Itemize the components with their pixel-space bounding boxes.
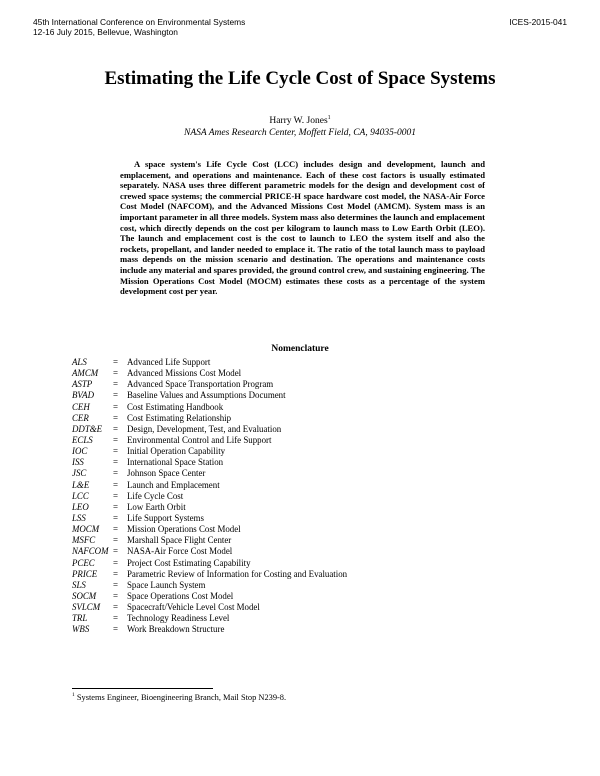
conference-dates-location: 12-16 July 2015, Bellevue, Washington [33,27,178,37]
nomenclature-abbreviation: CEH [72,401,90,412]
nomenclature-abbreviation: IOC [72,446,88,457]
nomenclature-separator: = [113,357,119,367]
nomenclature-abbreviation: SOCM [72,590,97,601]
nomenclature-definition: Parametric Review of Information for Costing and Evaluation [127,568,348,579]
paper-id: ICES-2015-041 [509,17,567,27]
nomenclature-abbreviation: BVAD [72,390,95,401]
nomenclature-abbreviation: L&E [72,479,90,490]
nomenclature-definition: Baseline Values and Assumptions Document [127,390,286,401]
author-name: Harry W. Jones [269,116,328,127]
nomenclature-separator: = [113,446,119,457]
nomenclature-separator: = [113,579,119,590]
nomenclature-separator: = [113,557,119,568]
nomenclature-abbreviation: ALS [72,357,87,367]
nomenclature-separator: = [113,535,119,546]
nomenclature-definition: International Space Station [127,457,224,468]
nomenclature-definition: Work Breakdown Structure [127,624,225,635]
nomenclature-definition: Cost Estimating Relationship [127,412,232,423]
nomenclature-definition: Launch and Emplacement [127,479,220,490]
nomenclature-definition: Space Launch System [127,579,206,590]
nomenclature-definition: Life Cycle Cost [127,490,184,501]
nomenclature-abbreviation: MSFC [72,535,96,546]
footnote-mark: 1 [72,692,75,698]
nomenclature-separator: = [113,479,119,490]
nomenclature-separator: = [113,434,119,445]
nomenclature-abbreviation: WBS [72,624,90,635]
nomenclature-separator: = [113,368,119,379]
nomenclature-abbreviation: LEO [72,501,89,512]
nomenclature-abbreviation: PRICE [72,568,98,579]
footnote-text: Systems Engineer, Bioengineering Branch, Mail Stop N239-8. [76,692,287,702]
nomenclature-definition: Space Operations Cost Model [127,590,234,601]
nomenclature-definition: Johnson Space Center [127,468,206,479]
nomenclature-definition: Advanced Space Transportation Program [127,379,274,390]
nomenclature-separator: = [113,524,119,535]
abstract: A space system's Life Cycle Cost (LCC) includes design and development, launch and emplacement, and operations and maintenance. Each of these cost factors is usually estimated separately. NASA uses three different parametric models for the design and development cost of crewed space systems; the commercial PRICE-H space hardware cost model, the NASA-Air Force Cost Model (NAFCOM), and the Advanced Missions Cost Model (AMCM). System mass is an important parameter in all three models. System mass also determines the launch and emplacement cost, which directly depends on the cost per kilogram to launch mass to Low Earth Orbit (LEO). The launch and emplacement cost is the cost to launch to LEO the system itself and also the rockets, propellant, and lander needed to emplace it. The ratio of the total launch mass to payload mass depends on the mission scenario and destination. The operations and maintenance costs include any material and spares provided, the ground control crew, and sustaining engineering. The Mission Operations Cost Model (MOCM) estimates these costs as a percentage of the system development cost per year. [120,159,485,297]
nomenclature-definition: Mission Operations Cost Model [127,524,241,535]
nomenclature-separator: = [113,546,119,557]
footnote-rule [72,688,213,689]
nomenclature-separator: = [113,390,119,401]
nomenclature-heading: Nomenclature [271,344,329,354]
nomenclature-abbreviation: CER [72,412,89,423]
nomenclature-separator: = [113,590,119,601]
author-affiliation: NASA Ames Research Center, Moffett Field, CA, 94035-0001 [183,127,416,138]
nomenclature-abbreviation: SVLCM [72,602,101,613]
nomenclature-separator: = [113,568,119,579]
nomenclature-separator: = [113,379,119,390]
nomenclature-separator: = [113,512,119,523]
nomenclature-abbreviation: SLS [72,579,86,590]
nomenclature-definition: Technology Readiness Level [127,613,230,624]
running-header [33,17,245,37]
nomenclature-definition: Project Cost Estimating Capability [127,557,251,568]
author-footnote-mark: 1 [327,115,331,121]
nomenclature-separator: = [113,468,119,479]
nomenclature-definition: Marshall Space Flight Center [127,535,232,546]
nomenclature-abbreviation: ECLS [72,434,93,445]
nomenclature-separator: = [113,602,119,613]
paper-title: Estimating the Life Cycle Cost of Space Systems [104,68,496,89]
nomenclature-definition: Cost Estimating Handbook [127,401,224,412]
nomenclature-abbreviation: JSC [72,468,87,479]
nomenclature-abbreviation: NAFCOM [72,546,109,557]
nomenclature-separator: = [113,501,119,512]
nomenclature-separator: = [113,490,119,501]
nomenclature-definition: Advanced Life Support [127,357,211,367]
nomenclature-definition: Life Support Systems [127,512,204,523]
nomenclature-separator: = [113,457,119,468]
nomenclature-definition: Environmental Control and Life Support [127,434,272,445]
nomenclature-abbreviation: DDT&E [72,423,103,434]
nomenclature-separator: = [113,401,119,412]
nomenclature-definition: Spacecraft/Vehicle Level Cost Model [127,602,260,613]
nomenclature-separator: = [113,624,119,635]
nomenclature-abbreviation: TRL [72,613,88,624]
footnote [72,692,286,702]
author-block [0,113,600,139]
nomenclature-definition: Low Earth Orbit [127,501,186,512]
nomenclature-abbreviation: AMCM [72,368,99,379]
nomenclature-definition: Advanced Missions Cost Model [127,368,242,379]
nomenclature-definition: Design, Development, Test, and Evaluation [127,423,282,434]
nomenclature-definition: Initial Operation Capability [127,446,226,457]
nomenclature-abbreviation: LSS [72,512,86,523]
nomenclature-abbreviation: LCC [72,490,89,501]
conference-name: 45th International Conference on Environmental Systems [33,17,246,27]
nomenclature-separator: = [113,613,119,624]
nomenclature-separator: = [113,412,119,423]
nomenclature-separator: = [113,423,119,434]
nomenclature-abbreviation: ISS [72,457,84,468]
nomenclature-abbreviation: MOCM [72,524,100,535]
nomenclature-definition: NASA-Air Force Cost Model [127,546,233,557]
nomenclature-abbreviation: PCEC [72,557,95,568]
nomenclature-abbreviation: ASTP [72,379,93,390]
